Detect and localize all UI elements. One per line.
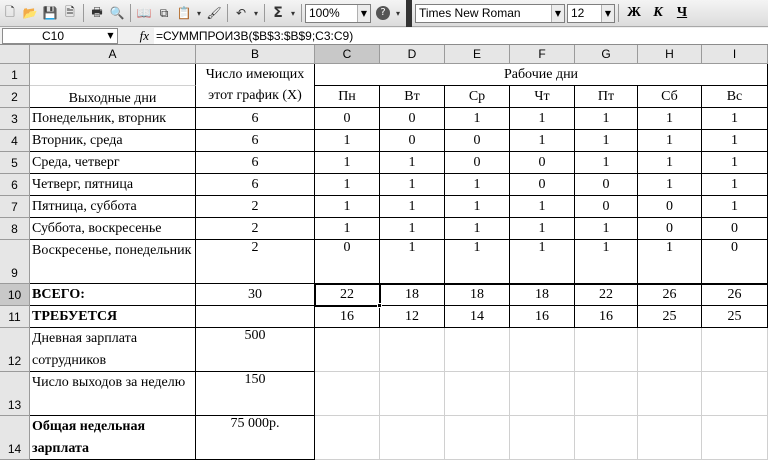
print-preview-icon[interactable]: 🔍: [109, 6, 125, 20]
grid-cell[interactable]: [638, 328, 702, 372]
new-document-icon[interactable]: 🗋: [5, 4, 15, 19]
cell-required-value[interactable]: [638, 306, 702, 328]
name-box-value: C10: [41, 28, 64, 43]
cell-text: 0: [408, 132, 416, 148]
cell-text: 1: [473, 176, 481, 192]
cell-schedule-value[interactable]: [638, 240, 702, 284]
cell-text: Общая недельная зарплата: [32, 419, 146, 456]
help-icon[interactable]: ?: [374, 4, 392, 22]
select-all-corner[interactable]: [0, 45, 30, 64]
grid-cell[interactable]: [315, 372, 380, 416]
cell-text: 1: [538, 240, 546, 255]
cell-total-wage-value[interactable]: [196, 416, 315, 460]
cell-text: 1: [473, 220, 481, 236]
cell-schedule-value[interactable]: [315, 174, 380, 196]
grid-cell[interactable]: [702, 372, 768, 416]
cell-schedule-label[interactable]: [30, 108, 196, 130]
cell-text: Число имеющих этот график (Х): [205, 67, 305, 103]
cell-schedule-value[interactable]: [315, 240, 380, 284]
grid-cell[interactable]: [510, 416, 575, 460]
cell-schedule-value[interactable]: [315, 152, 380, 174]
cell-text: 0: [473, 132, 481, 148]
cell-schedule-value[interactable]: [575, 108, 638, 130]
insert-function-icon[interactable]: fx: [139, 27, 149, 43]
cell-schedule-value[interactable]: [702, 218, 768, 240]
cell-text: 0: [731, 240, 738, 255]
grid-cell[interactable]: [702, 328, 768, 372]
toolbar-separator: [130, 4, 131, 22]
cell-schedule-value[interactable]: [510, 130, 575, 152]
cell-required-value[interactable]: [702, 306, 768, 328]
column-header-g[interactable]: G: [575, 45, 638, 64]
cell-text: 0: [343, 110, 351, 126]
cell-schedule-count[interactable]: [196, 240, 315, 284]
row-header-4[interactable]: 4: [0, 130, 30, 152]
row-header-6[interactable]: 6: [0, 174, 30, 196]
cell-text: 1: [538, 198, 546, 214]
cell-schedule-value[interactable]: [380, 152, 445, 174]
cell-total-value[interactable]: [445, 284, 510, 306]
cell-required-label[interactable]: [30, 306, 196, 328]
cell-text: Число выходов за неделю: [32, 375, 186, 390]
cell-required-value[interactable]: [510, 306, 575, 328]
cell-schedule-value[interactable]: [380, 218, 445, 240]
cell-text: 0: [666, 220, 673, 236]
cell-text: 16: [340, 308, 354, 324]
grid-cell[interactable]: [445, 372, 510, 416]
cell-text: 2: [251, 198, 259, 214]
toolbar-separator: [83, 4, 84, 22]
cell-schedule-value[interactable]: [575, 152, 638, 174]
cell-schedule-value[interactable]: [315, 130, 380, 152]
cell-text: Среда, четверг: [32, 154, 120, 170]
formula-value: =СУММПРОИЗВ($B$3:$B$9;C3:C9): [156, 28, 354, 43]
cell-text: 75 000р.: [230, 416, 280, 431]
toolbar-separator: [301, 4, 302, 22]
cell-text: 1: [666, 240, 673, 255]
cell-schedule-count[interactable]: [196, 196, 315, 218]
cell-wage-value[interactable]: [196, 328, 315, 372]
cell-text: Воскресенье, понедельник: [32, 243, 192, 258]
cell-text: 0: [602, 176, 610, 192]
grid-cell[interactable]: [702, 416, 768, 460]
cell-total-wage-label[interactable]: [30, 416, 196, 460]
cell-text: ТРЕБУЕТСЯ: [32, 308, 118, 324]
cell-text: 0: [538, 154, 546, 170]
cell-text: Вс: [726, 88, 743, 104]
chevron-down-icon[interactable]: ▼: [107, 31, 114, 40]
cell-text: 0: [343, 240, 351, 255]
cell-text: 1: [343, 198, 351, 214]
cell-text: 1: [408, 176, 416, 192]
cell-total-value[interactable]: [638, 284, 702, 306]
column-header-c[interactable]: C: [315, 45, 380, 64]
paste-dropdown-icon[interactable]: ▾: [196, 8, 201, 18]
cell-schedule-value[interactable]: [445, 196, 510, 218]
row-header-8[interactable]: 8: [0, 218, 30, 240]
chevron-down-icon[interactable]: ▼: [357, 5, 370, 22]
cell-text: 2: [251, 240, 259, 255]
cell-text: 0: [666, 198, 673, 214]
cell-schedule-value[interactable]: [380, 240, 445, 284]
cell-text: Пт: [597, 88, 615, 104]
cell-schedule-value[interactable]: [510, 174, 575, 196]
grid-cell[interactable]: [575, 328, 638, 372]
format-painter-icon[interactable]: 🖌: [206, 6, 222, 20]
copy-icon[interactable]: ⧉: [159, 5, 169, 20]
cell-schedule-count[interactable]: [196, 130, 315, 152]
cell-text: 0: [408, 110, 416, 126]
cell-text: Дневная зарплата сотрудников: [32, 331, 138, 368]
cell-text: Пятница, суббота: [32, 198, 137, 214]
cell-text: Пн: [338, 88, 356, 104]
cell-schedule-label[interactable]: [30, 174, 196, 196]
cell-schedule-value[interactable]: [638, 130, 702, 152]
cell-day-3[interactable]: [510, 86, 575, 108]
fill-handle[interactable]: [377, 303, 382, 308]
cell-text: 1: [538, 220, 546, 236]
row-header-9[interactable]: 9: [0, 240, 30, 284]
zoom-value: 100%: [309, 6, 340, 20]
toolbar: [0, 0, 768, 27]
cell-text: Вт: [404, 88, 420, 104]
column-header-f[interactable]: F: [510, 45, 575, 64]
grid-cell[interactable]: [380, 328, 445, 372]
cell-text: Четверг, пятница: [32, 176, 134, 192]
cell-schedule-value[interactable]: [702, 130, 768, 152]
cell-text: 1: [538, 110, 546, 126]
cell-required-value[interactable]: [575, 306, 638, 328]
cell-text: 14: [470, 308, 484, 324]
cell-schedule-value[interactable]: [638, 174, 702, 196]
grid-cell[interactable]: [315, 328, 380, 372]
cell-schedule-value[interactable]: [445, 240, 510, 284]
cell-text: 16: [599, 308, 613, 324]
cell-shifts-label[interactable]: [30, 372, 196, 416]
cell-text: 1: [731, 154, 738, 170]
cell-schedule-label[interactable]: [30, 218, 196, 240]
cell-schedule-value[interactable]: [638, 152, 702, 174]
cell-text: 1: [666, 132, 673, 148]
cell-text: 1: [602, 220, 610, 236]
permission-icon[interactable]: 🗎: [65, 4, 75, 19]
cell-day-2[interactable]: [445, 86, 510, 108]
cell-a2[interactable]: [30, 86, 196, 108]
toolbar-options-icon[interactable]: ▾: [395, 8, 400, 18]
cell-schedule-count[interactable]: [196, 152, 315, 174]
cell-schedule-value[interactable]: [510, 240, 575, 284]
cell-total-value[interactable]: [380, 284, 445, 306]
cell-text: 25: [662, 308, 677, 324]
cell-schedule-value[interactable]: [638, 108, 702, 130]
cell-b-header[interactable]: [196, 64, 315, 108]
cell-text: 1: [343, 220, 351, 236]
cell-text: 1: [408, 220, 416, 236]
cell-total-label[interactable]: [30, 284, 196, 306]
cell-schedule-label[interactable]: [30, 130, 196, 152]
cell-text: 1: [731, 198, 738, 214]
cell-text: Рабочие дни: [503, 66, 579, 82]
toolbar-grip[interactable]: [406, 0, 412, 27]
cell-text: Понедельник, вторник: [32, 110, 167, 126]
cell-text: Сб: [661, 88, 678, 104]
cell-text: 1: [408, 240, 416, 255]
cell-text: 1: [473, 110, 481, 126]
grid-cell[interactable]: [445, 328, 510, 372]
row-header-14[interactable]: 14: [0, 416, 30, 460]
cell-required-empty[interactable]: [196, 306, 315, 328]
cell-schedule-value[interactable]: [575, 240, 638, 284]
cell-text: 6: [251, 176, 259, 192]
font-name-value: Times New Roman: [419, 6, 521, 20]
cell-schedule-value[interactable]: [445, 130, 510, 152]
cell-text: 1: [473, 240, 481, 255]
cell-schedule-value[interactable]: [445, 108, 510, 130]
row-header-7[interactable]: 7: [0, 196, 30, 218]
cell-schedule-label[interactable]: [30, 240, 196, 284]
name-box[interactable]: [2, 28, 118, 44]
bold-button[interactable]: Ж: [627, 5, 641, 20]
zoom-select[interactable]: [305, 4, 371, 23]
cell-text: 1: [343, 176, 351, 192]
cell-text: 22: [599, 287, 613, 302]
column-header-d[interactable]: D: [380, 45, 445, 64]
cell-shifts-value[interactable]: [196, 372, 315, 416]
cell-total-value[interactable]: [702, 284, 768, 306]
cell-text: 1: [602, 240, 610, 255]
cell-schedule-value[interactable]: [575, 174, 638, 196]
cell-text: 26: [727, 287, 742, 302]
open-folder-icon[interactable]: 📂: [22, 6, 38, 20]
cell-schedule-value[interactable]: [638, 218, 702, 240]
cell-text: 1: [538, 132, 546, 148]
cell-text: 6: [251, 110, 259, 126]
cell-text: 2: [251, 220, 259, 236]
autosum-button[interactable]: Σ: [273, 5, 283, 21]
row-header-13[interactable]: 13: [0, 372, 30, 416]
grid-cell[interactable]: [445, 416, 510, 460]
cell-text: 30: [248, 286, 262, 302]
cell-day-5[interactable]: [638, 86, 702, 108]
cell-total-value[interactable]: [575, 284, 638, 306]
cell-text: 0: [473, 154, 481, 170]
row-header-2[interactable]: 2: [0, 86, 30, 108]
toolbar-separator: [227, 4, 228, 22]
cell-text: 12: [405, 308, 419, 324]
cell-text: Ср: [468, 88, 486, 104]
cell-total-count[interactable]: [196, 284, 315, 306]
cell-text: 1: [666, 154, 673, 170]
cell-total-value[interactable]: [510, 284, 575, 306]
row-header-11[interactable]: 11: [0, 306, 30, 328]
cell-text: 6: [251, 132, 259, 148]
undo-icon[interactable]: ↶: [235, 6, 247, 20]
cell-schedule-value[interactable]: [315, 108, 380, 130]
cell-schedule-label[interactable]: [30, 196, 196, 218]
cell-schedule-value[interactable]: [575, 130, 638, 152]
column-header-a[interactable]: A: [30, 45, 196, 64]
cell-text: 1: [731, 110, 738, 126]
cell-required-value[interactable]: [315, 306, 380, 328]
cell-text: 22: [340, 287, 354, 302]
column-header-h[interactable]: H: [638, 45, 702, 64]
grid-cell[interactable]: [315, 416, 380, 460]
cell-schedule-value[interactable]: [638, 196, 702, 218]
cell-text: 150: [244, 372, 266, 387]
cell-text: 18: [470, 287, 484, 302]
cell-text: 1: [408, 154, 416, 170]
research-icon[interactable]: 📖: [136, 6, 152, 20]
cell-text: Чт: [534, 88, 550, 104]
cell-text: 0: [731, 220, 738, 236]
cell-day-4[interactable]: [575, 86, 638, 108]
cell-text: 0: [538, 176, 546, 192]
font-name-select[interactable]: [415, 4, 565, 23]
font-size-select[interactable]: [567, 4, 615, 23]
cell-day-0[interactable]: [315, 86, 380, 108]
cell-schedule-value[interactable]: [380, 108, 445, 130]
cell-schedule-value[interactable]: [575, 218, 638, 240]
cell-schedule-value[interactable]: [380, 174, 445, 196]
row-header-3[interactable]: 3: [0, 108, 30, 130]
cell-schedule-value[interactable]: [445, 152, 510, 174]
cell-schedule-value[interactable]: [380, 130, 445, 152]
cell-schedule-value[interactable]: [445, 218, 510, 240]
cell-schedule-value[interactable]: [445, 174, 510, 196]
cell-schedule-value[interactable]: [702, 196, 768, 218]
cell-schedule-value[interactable]: [510, 108, 575, 130]
cell-text: 25: [727, 308, 742, 324]
cell-text: 18: [535, 287, 549, 302]
cell-schedule-value[interactable]: [702, 152, 768, 174]
cell-schedule-value[interactable]: [702, 108, 768, 130]
cell-workdays-title[interactable]: [315, 64, 768, 86]
cell-schedule-value[interactable]: [510, 196, 575, 218]
cell-schedule-count[interactable]: [196, 174, 315, 196]
save-icon[interactable]: 💾: [42, 6, 58, 20]
cell-text: 0: [602, 198, 610, 214]
font-size-value: 12: [571, 6, 585, 20]
cell-required-value[interactable]: [380, 306, 445, 328]
cell-a1[interactable]: [30, 64, 196, 86]
cell-text: Выходные дни: [68, 91, 157, 106]
selected-cell-c10[interactable]: [315, 284, 380, 306]
cell-text: 1: [408, 198, 416, 214]
autosum-dropdown-icon[interactable]: ▾: [290, 8, 295, 18]
grid-cell[interactable]: [575, 416, 638, 460]
cell-text: Вторник, среда: [32, 132, 123, 148]
row-header-1[interactable]: 1: [0, 64, 30, 86]
column-header-b[interactable]: B: [196, 45, 315, 64]
cell-schedule-value[interactable]: [575, 196, 638, 218]
cell-schedule-value[interactable]: [702, 240, 768, 284]
cell-required-value[interactable]: [445, 306, 510, 328]
italic-button[interactable]: К: [653, 5, 663, 20]
underline-button[interactable]: Ч: [676, 5, 688, 20]
toolbar-separator: [264, 4, 265, 22]
column-header-e[interactable]: E: [445, 45, 510, 64]
grid-cell[interactable]: [638, 372, 702, 416]
row-header-10[interactable]: 10: [0, 284, 30, 306]
cell-text: 1: [731, 176, 738, 192]
grid-cell[interactable]: [380, 372, 445, 416]
cell-text: 6: [251, 154, 259, 170]
undo-dropdown-icon[interactable]: ▾: [253, 8, 258, 18]
cell-text: 1: [666, 110, 673, 126]
cell-schedule-value[interactable]: [380, 196, 445, 218]
grid-cell[interactable]: [380, 416, 445, 460]
cell-text: 1: [343, 154, 351, 170]
cell-text: 1: [473, 198, 481, 214]
cell-wage-label[interactable]: [30, 328, 196, 372]
cell-text: 1: [666, 176, 673, 192]
cell-text: Суббота, воскресенье: [32, 220, 162, 236]
cell-text: 1: [731, 132, 738, 148]
cell-text: 1: [602, 110, 610, 126]
cell-text: ВСЕГО:: [32, 286, 85, 302]
cell-text: 1: [343, 132, 351, 148]
grid-cell[interactable]: [638, 416, 702, 460]
cell-text: 1: [602, 154, 610, 170]
cell-text: 500: [244, 328, 266, 343]
cell-schedule-value[interactable]: [510, 152, 575, 174]
print-icon[interactable]: 🖶: [91, 4, 103, 19]
chevron-down-icon[interactable]: ▼: [601, 5, 614, 22]
cell-schedule-count[interactable]: [196, 108, 315, 130]
formula-input[interactable]: [154, 28, 768, 44]
cell-schedule-value[interactable]: [315, 196, 380, 218]
grid-cell[interactable]: [510, 328, 575, 372]
cell-day-1[interactable]: [380, 86, 445, 108]
toolbar-separator: [618, 4, 619, 22]
cell-schedule-value[interactable]: [315, 218, 380, 240]
row-header-5[interactable]: 5: [0, 152, 30, 174]
column-header-i[interactable]: I: [702, 45, 768, 64]
paste-icon[interactable]: 📋: [176, 6, 192, 20]
cell-text: 26: [662, 287, 677, 302]
cell-schedule-value[interactable]: [702, 174, 768, 196]
grid-cell[interactable]: [510, 372, 575, 416]
cell-schedule-value[interactable]: [510, 218, 575, 240]
row-header-12[interactable]: 12: [0, 328, 30, 372]
cell-text: 16: [535, 308, 549, 324]
cell-schedule-count[interactable]: [196, 218, 315, 240]
chevron-down-icon[interactable]: ▼: [551, 5, 564, 22]
cell-text: 1: [602, 132, 610, 148]
formula-bar: [0, 27, 768, 45]
grid-cell[interactable]: [575, 372, 638, 416]
cell-text: 18: [405, 287, 419, 302]
cell-schedule-label[interactable]: [30, 152, 196, 174]
cell-day-6[interactable]: [702, 86, 768, 108]
